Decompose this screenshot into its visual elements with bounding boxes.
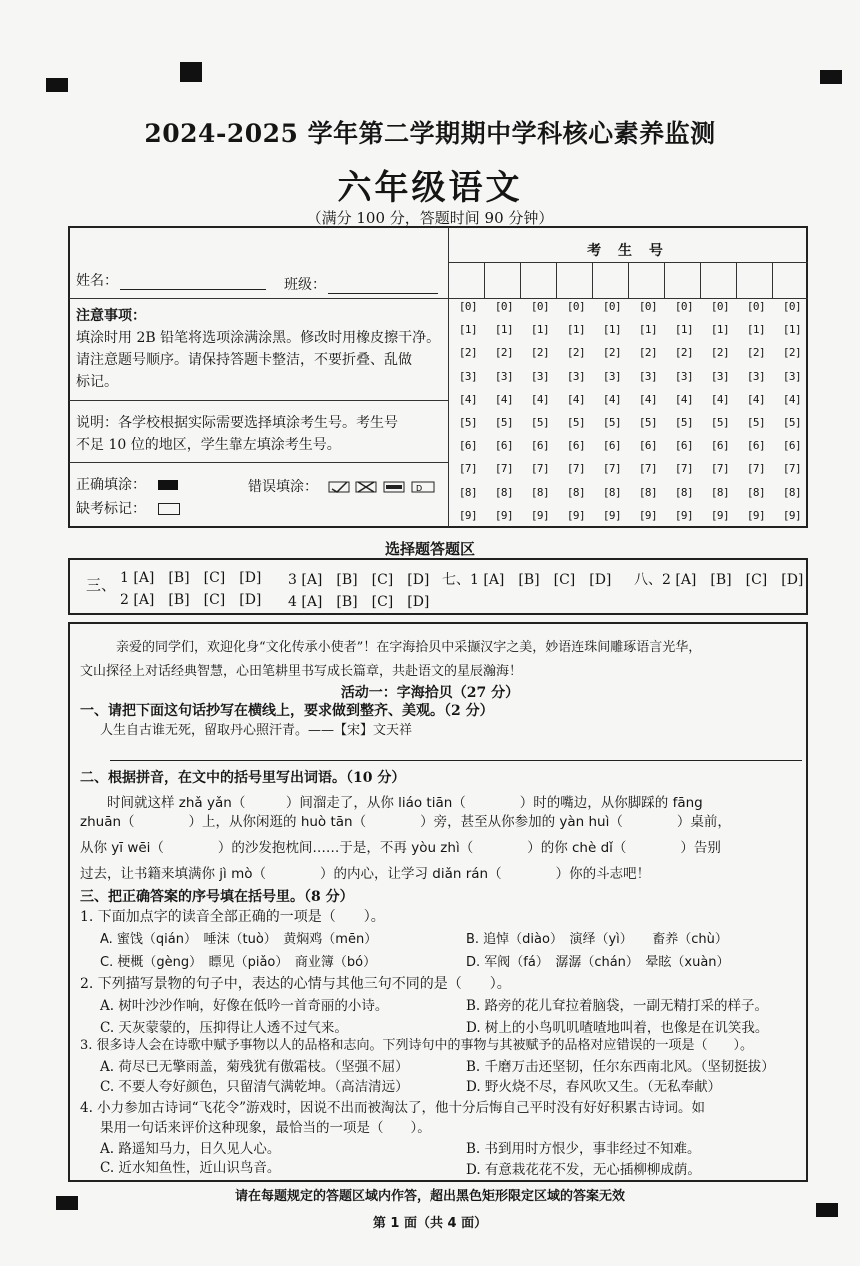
digit-bubble[interactable]: [9] [458, 508, 478, 522]
q1-option: A. 蜜饯（qián） 唾沫（tuò） 黄焖鸡（mēn） [100, 932, 378, 947]
digit-bubble[interactable]: [9] [710, 508, 730, 522]
q2-option: B. 路旁的花儿耷拉着脑袋，一副无精打采的样子。 [466, 998, 769, 1014]
digit-bubble[interactable]: [4] [710, 392, 730, 406]
digit-bubble[interactable]: [9] [638, 508, 658, 522]
mc-q3[interactable]: 3 [A] [B] [C] [D] [288, 572, 430, 588]
wrong-fill-samples [328, 480, 440, 494]
digit-bubble[interactable]: [6] [710, 439, 730, 453]
digit-bubble[interactable]: [9] [494, 508, 514, 522]
absent-checkbox[interactable] [158, 503, 180, 515]
digit-bubble[interactable]: [7] [782, 462, 802, 476]
digit-bubble[interactable]: [3] [638, 369, 658, 383]
mc-q4[interactable]: 4 [A] [B] [C] [D] [288, 594, 430, 610]
score-info: （满分 100 分，答题时间 90 分钟） [306, 209, 554, 227]
footer-note: 请在每题规定的答题区域内作答，超出黑色矩形限定区域的答案无效 [234, 1189, 625, 1204]
digit-bubble[interactable]: [9] [746, 508, 766, 522]
digit-bubble[interactable]: [3] [782, 369, 802, 383]
digit-bubble[interactable]: [7] [530, 462, 550, 476]
q4-option: B. 书到用时方恨少，事非经过不知难。 [466, 1141, 701, 1157]
digit-bubble[interactable]: [5] [674, 415, 694, 429]
digit-bubble[interactable]: [7] [710, 462, 730, 476]
registration-mark [820, 70, 842, 84]
notice-line: 标记。 [76, 374, 118, 390]
digit-bubble[interactable]: [5] [566, 415, 586, 429]
digit-bubble[interactable]: [1] [602, 323, 622, 337]
q4-option: A. 路遥知马力，日久见人心。 [100, 1141, 281, 1157]
digit-bubble[interactable]: [1] [638, 323, 658, 337]
q4-option: D. 有意栽花花不发，无心插柳柳成荫。 [466, 1162, 701, 1178]
digit-bubble[interactable]: [6] [602, 439, 622, 453]
mc-q2[interactable]: 2 [A] [B] [C] [D] [120, 592, 262, 608]
section1-quote: 人生自古谁无死，留取丹心照汗青。——【宋】文天祥 [100, 723, 413, 738]
copy-line[interactable] [110, 760, 802, 761]
exam-number-column [738, 300, 774, 532]
digit-bubble[interactable]: [6] [746, 439, 766, 453]
digit-bubble[interactable]: [0] [638, 300, 658, 313]
digit-bubble[interactable]: [3] [494, 369, 514, 383]
digit-bubble[interactable]: [5] [494, 415, 514, 429]
q3-option: D. 野火烧不尽，春风吹又生。（无私奉献） [466, 1079, 722, 1095]
digit-bubble[interactable]: [0] [710, 300, 730, 313]
digit-bubble[interactable]: [6] [782, 439, 802, 453]
digit-bubble[interactable]: [4] [602, 392, 622, 406]
digit-bubble[interactable]: [7] [566, 462, 586, 476]
digit-bubble[interactable]: [7] [602, 462, 622, 476]
registration-mark [46, 78, 68, 92]
q1-option: C. 梗概（gèng） 瞟见（piǎo） 商业簿（bó） [100, 955, 377, 970]
class-label: 班级： [284, 277, 326, 293]
digit-bubble[interactable]: [5] [746, 415, 766, 429]
digit-bubble[interactable]: [2] [566, 346, 586, 360]
digit-bubble[interactable]: [8] [602, 485, 622, 499]
digit-bubble[interactable]: [4] [746, 392, 766, 406]
activity-title: 活动一：字海拾贝（27 分） [340, 685, 520, 701]
digit-bubble[interactable]: [5] [782, 415, 802, 429]
svg-text:D: D [416, 484, 423, 493]
digit-bubble[interactable]: [5] [638, 415, 658, 429]
q4-option: C. 近水知鱼性，近山识鸟音。 [100, 1160, 281, 1176]
digit-bubble[interactable]: [4] [782, 392, 802, 406]
exam-number-column [558, 300, 594, 532]
digit-bubble[interactable]: [8] [458, 485, 478, 499]
exam-number-column [594, 300, 630, 532]
digit-bubble[interactable]: [5] [458, 415, 478, 429]
digit-bubble[interactable]: [7] [494, 462, 514, 476]
digit-bubble[interactable]: [9] [566, 508, 586, 522]
question-3: 3. 很多诗人会在诗歌中赋予事物以人的品格和志向。下列诗句中的事物与其被赋予的品格对应错误的一项是（ ）。 [80, 1038, 754, 1053]
correct-fill-label: 正确填涂： [76, 477, 146, 493]
digit-bubble[interactable]: [3] [530, 369, 550, 383]
wrong-fill-label: 错误填涂： [248, 479, 318, 495]
digit-bubble[interactable]: [3] [566, 369, 586, 383]
digit-bubble[interactable]: [8] [674, 485, 694, 499]
q3-option: B. 千磨万击还坚韧，任尔东西南北风。（坚韧挺拔） [466, 1059, 775, 1075]
digit-bubble[interactable]: [4] [458, 392, 478, 406]
exam-number-column [630, 300, 666, 532]
exam-title: 2024-2025 学年第二学期期中学科核心素养监测 [144, 119, 716, 148]
digit-bubble[interactable]: [6] [458, 439, 478, 453]
digit-bubble[interactable]: [0] [782, 300, 802, 313]
q2-option: C. 天灰蒙蒙的，压抑得让人透不过气来。 [100, 1020, 348, 1036]
digit-bubble[interactable]: [8] [746, 485, 766, 499]
q3-option: A. 荷尽已无擎雨盖，菊残犹有傲霜枝。（坚强不屈） [100, 1059, 409, 1075]
digit-bubble[interactable]: [1] [782, 323, 802, 337]
explain-line: 不足 10 位的地区，学生靠左填涂考生号。 [76, 437, 341, 453]
q1-option: B. 追悼（diào） 演绎（yì） 畜养（chù） [466, 932, 728, 947]
digit-bubble[interactable]: [7] [638, 462, 658, 476]
digit-bubble[interactable]: [2] [494, 346, 514, 360]
intro-line: 文山探径上对话经典智慧，心田笔耕里书写成长篇章，共赴语文的星辰瀚海！ [80, 664, 523, 679]
page-info: 第 1 面（共 4 面） [372, 1216, 488, 1231]
digit-bubble[interactable]: [4] [494, 392, 514, 406]
digit-bubble[interactable]: [7] [746, 462, 766, 476]
digit-bubble[interactable]: [1] [710, 323, 730, 337]
digit-bubble[interactable]: [0] [458, 300, 478, 313]
digit-bubble[interactable]: [9] [782, 508, 802, 522]
digit-bubble[interactable]: [4] [638, 392, 658, 406]
section2-line: 从你 yī wēi（ ）的沙发抱枕间……于是，不再 yòu zhì（ ）的你 chè dǐ（ ）告别 [80, 840, 721, 856]
digit-bubble[interactable]: [2] [458, 346, 478, 360]
q3-option: C. 不要人夸好颜色，只留清气满乾坤。（高洁清远） [100, 1079, 409, 1095]
digit-bubble[interactable]: [1] [566, 323, 586, 337]
digit-bubble[interactable]: [4] [530, 392, 550, 406]
digit-bubble[interactable]: [9] [602, 508, 622, 522]
question-1: 1. 下面加点字的读音全部正确的一项是（ ）。 [80, 909, 385, 925]
exam-number-label: 考 生 号 [587, 243, 669, 259]
explain-line: 说明：各学校根据实际需要选择填涂考生号。考生号 [76, 415, 398, 431]
absent-label: 缺考标记： [76, 501, 146, 517]
digit-bubble[interactable]: [3] [602, 369, 622, 383]
class-field[interactable] [328, 293, 438, 294]
section2-heading: 二、根据拼音，在文中的括号里写出词语。（10 分） [80, 770, 406, 786]
digit-bubble[interactable]: [2] [638, 346, 658, 360]
digit-bubble[interactable]: [3] [710, 369, 730, 383]
digit-bubble[interactable]: [2] [530, 346, 550, 360]
notice-heading: 注意事项： [76, 308, 146, 324]
digit-bubble[interactable]: [8] [530, 485, 550, 499]
digit-bubble[interactable]: [1] [458, 323, 478, 337]
digit-bubble[interactable]: [3] [458, 369, 478, 383]
digit-bubble[interactable]: [5] [710, 415, 730, 429]
section1-heading: 一、请把下面这句话抄写在横线上，要求做到整齐、美观。（2 分） [80, 703, 494, 719]
q2-option: A. 树叶沙沙作响，好像在低吟一首奇丽的小诗。 [100, 998, 389, 1014]
digit-bubble[interactable]: [5] [602, 415, 622, 429]
section2-line: zhuān（ ）上，从你闲逛的 huò tān（ ）旁，甚至从你参加的 yàn huì（ ）桌前， [80, 814, 731, 830]
q2-option: D. 树上的小鸟叽叽喳喳地叫着，也像是在讥笑我。 [466, 1020, 769, 1036]
digit-bubble[interactable]: [7] [458, 462, 478, 476]
digit-bubble[interactable]: [0] [494, 300, 514, 313]
digit-bubble[interactable]: [1] [494, 323, 514, 337]
digit-bubble[interactable]: [4] [674, 392, 694, 406]
intro-line: 亲爱的同学们，欢迎化身“文化传承小使者”！在字海拾贝中采撷汉字之美，妙语连珠间雕琢语言光华， [116, 640, 702, 655]
digit-bubble[interactable]: [1] [674, 323, 694, 337]
digit-bubble[interactable]: [6] [530, 439, 550, 453]
subject-title: 六年级语文 [337, 168, 523, 208]
mc-group7[interactable]: 七、1 [A] [B] [C] [D] [442, 572, 612, 588]
name-label: 姓名： [76, 273, 118, 289]
digit-bubble[interactable]: [0] [602, 300, 622, 313]
section2-line: 时间就这样 zhǎ yǎn（ ）间溜走了，从你 liáo tiān（ ）时的嘴边，从你脚踩的 fāng [80, 795, 703, 811]
mc-title: 选择题答题区 [384, 540, 475, 558]
exam-number-column [666, 300, 702, 532]
digit-bubble[interactable]: [2] [674, 346, 694, 360]
digit-bubble[interactable]: [3] [746, 369, 766, 383]
name-field[interactable] [120, 289, 266, 290]
digit-bubble[interactable]: [0] [746, 300, 766, 313]
mc-q1[interactable]: 1 [A] [B] [C] [D] [120, 570, 262, 586]
digit-bubble[interactable]: [0] [566, 300, 586, 313]
digit-bubble[interactable]: [2] [710, 346, 730, 360]
digit-bubble[interactable]: [8] [566, 485, 586, 499]
digit-bubble[interactable]: [6] [638, 439, 658, 453]
question-2: 2. 下列描写景物的句子中，表达的心情与其他三句不同的是（ ）。 [80, 976, 511, 992]
digit-bubble[interactable]: [5] [530, 415, 550, 429]
digit-bubble[interactable]: [7] [674, 462, 694, 476]
question-4-cont: 果用一句话来评价这种现象，最恰当的一项是（ ）。 [100, 1120, 431, 1136]
digit-bubble[interactable]: [2] [746, 346, 766, 360]
digit-bubble[interactable]: [6] [674, 439, 694, 453]
exam-number-column [702, 300, 738, 532]
question-4: 4. 小力参加古诗词“飞花令”游戏时，因说不出而被淘汰了，他十分后悔自己平时没有好好积累古诗词。如 [80, 1100, 705, 1116]
digit-bubble[interactable]: [6] [566, 439, 586, 453]
notice-line: 请注意题号顺序。请保持答题卡整洁，不要折叠、乱做 [76, 352, 412, 368]
exam-number-column [486, 300, 522, 532]
digit-bubble[interactable]: [8] [710, 485, 730, 499]
registration-mark [180, 62, 202, 82]
digit-bubble[interactable]: [0] [674, 300, 694, 313]
digit-bubble[interactable]: [3] [674, 369, 694, 383]
exam-number-column [522, 300, 558, 532]
section2-line: 过去，让书籍来填满你 jì mò（ ）的内心，让学习 diǎn rán（ ）你的斗志吧！ [80, 866, 651, 882]
mc-group-label: 三、 [86, 576, 117, 594]
digit-bubble[interactable]: [0] [530, 300, 550, 313]
q1-option: D. 军阀（fá） 潺潺（chán） 晕眩（xuàn） [466, 955, 730, 970]
digit-bubble[interactable]: [2] [602, 346, 622, 360]
digit-bubble[interactable]: [9] [530, 508, 550, 522]
exam-number-column [774, 300, 810, 532]
digit-bubble[interactable]: [8] [638, 485, 658, 499]
mc-group8[interactable]: 八、2 [A] [B] [C] [D] [634, 572, 804, 588]
digit-bubble[interactable]: [2] [782, 346, 802, 360]
digit-bubble[interactable]: [1] [746, 323, 766, 337]
digit-bubble[interactable]: [8] [494, 485, 514, 499]
notice-line: 填涂时用 2B 铅笔将选项涂满涂黑。修改时用橡皮擦干净。 [76, 330, 441, 346]
exam-number-column [450, 300, 486, 532]
digit-bubble[interactable]: [9] [674, 508, 694, 522]
correct-fill-sample [158, 480, 178, 490]
digit-bubble[interactable]: [8] [782, 485, 802, 499]
digit-bubble[interactable]: [4] [566, 392, 586, 406]
section3-heading: 三、把正确答案的序号填在括号里。（8 分） [80, 889, 354, 905]
digit-bubble[interactable]: [1] [530, 323, 550, 337]
digit-bubble[interactable]: [6] [494, 439, 514, 453]
